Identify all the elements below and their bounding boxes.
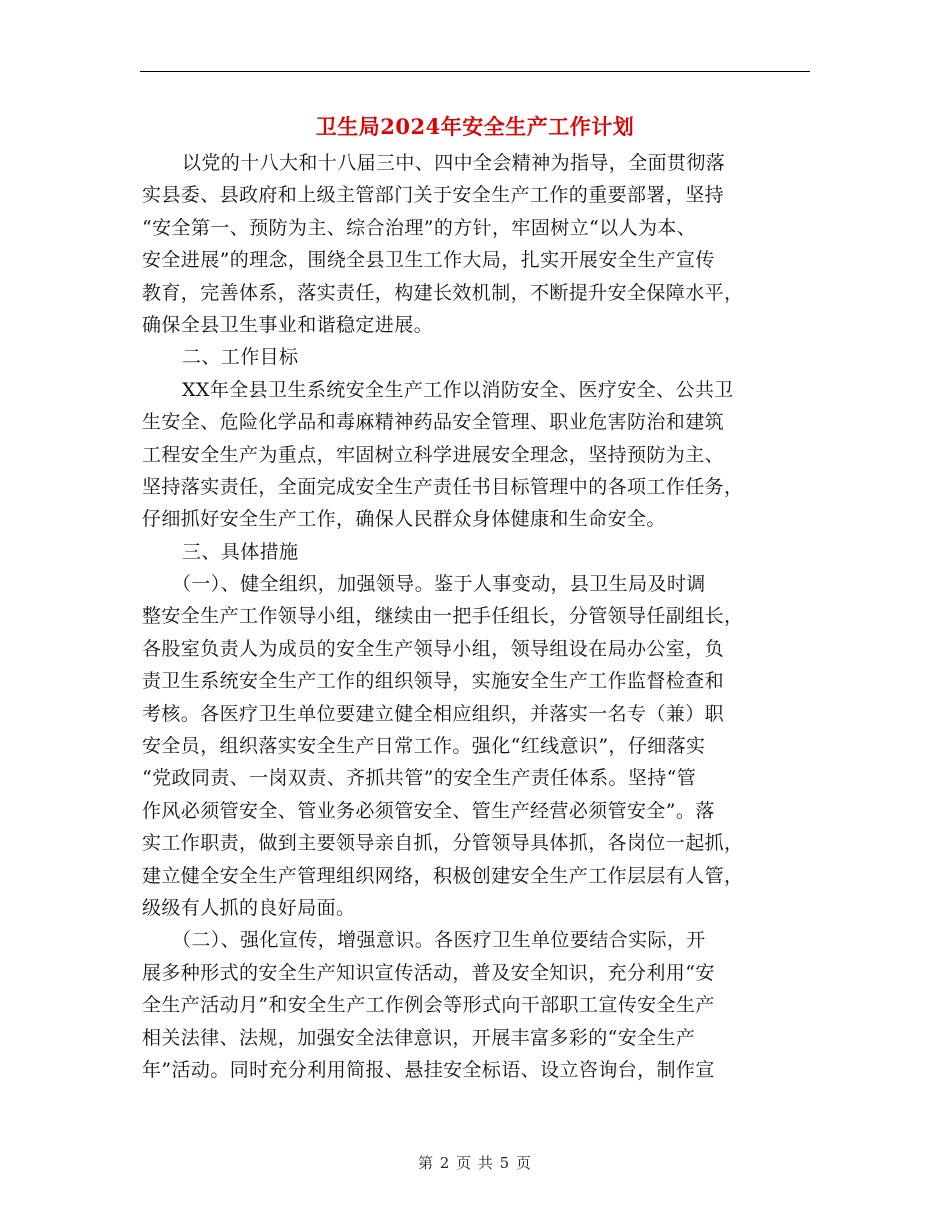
document-title: 卫生局2024年安全生产工作计划 [315, 114, 635, 139]
paragraph-line: 展多种形式的安全生产知识宣传活动，普及安全知识，充分利用“安 [142, 961, 715, 984]
paragraph-line: “安全第一、预防为主、综合治理”的方针，牢固树立“以人为本、 [142, 216, 697, 239]
paragraph-line: （一）、健全组织，加强领导。鉴于人事变动，县卫生局及时调 [172, 573, 706, 596]
paragraph-line: 实县委、县政府和上级主管部门关于安全生产工作的重要部署，坚持 [142, 184, 725, 207]
paragraph-line: 各股室负责人为成员的安全生产领导小组，领导组设在局办公室，负 [142, 637, 725, 660]
paragraph-line: 年”活动。同时充分利用简报、悬挂安全标语、设立咨询台，制作宣 [142, 1058, 715, 1081]
paragraph-line: 坚持落实责任，全面完成安全生产责任书目标管理中的各项工作任务， [142, 475, 744, 498]
section-heading: 二、工作目标 [182, 346, 299, 369]
paragraph-line: 建立健全安全生产管理组织网络，积极创建安全生产工作层层有人管， [142, 864, 744, 887]
paragraph-line: 作风必须管安全、管业务必须管安全、管生产经营必须管安全”。落 [142, 799, 715, 822]
paragraph-line: 责卫生系统安全生产工作的组织领导，实施安全生产工作监督检查和 [142, 670, 725, 693]
paragraph-line: 相关法律、法规，加强安全法律意识，开展丰富多彩的“安全生产 [142, 1026, 696, 1049]
page-number: 第 2 页 共 5 页 [418, 1154, 532, 1172]
paragraph-line: 安全员，组织落实安全生产日常工作。强化“红线意识”，仔细落实 [142, 735, 706, 758]
paragraph-line: “党政同责、一岗双责、齐抓共管”的安全生产责任体系。坚持“管 [142, 767, 697, 790]
paragraph-line: 生安全、危险化学品和毒麻精神药品安全管理、职业危害防治和建筑 [142, 411, 725, 434]
paragraph-line: 教育，完善体系，落实责任，构建长效机制，不断提升安全保障水平， [142, 281, 744, 304]
section-heading: 三、具体措施 [182, 540, 299, 563]
paragraph-line: XX年全县卫生系统安全生产工作以消防安全、医疗安全、公共卫 [182, 378, 734, 401]
paragraph-line: 仔细抓好安全生产工作，确保人民群众身体健康和生命安全。 [142, 508, 666, 531]
header-rule [140, 71, 810, 72]
paragraph-line: 工程安全生产为重点，牢固树立科学进展安全理念，坚持预防为主、 [142, 443, 725, 466]
paragraph-line: 实工作职责，做到主要领导亲自抓，分管领导具体抓，各岗位一起抓， [142, 832, 744, 855]
paragraph-line: 安全进展”的理念，围绕全县卫生工作大局，扎实开展安全生产宣传 [142, 249, 715, 272]
paragraph-line: （二）、强化宣传，增强意识。各医疗卫生单位要结合实际，开 [172, 929, 706, 952]
paragraph-line: 以党的十八大和十八届三中、四中全会精神为指导，全面贯彻落 [182, 152, 726, 174]
paragraph-line: 考核。各医疗卫生单位要建立健全相应组织，并落实一名专（兼）职 [142, 702, 725, 725]
paragraph-line: 全生产活动月”和安全生产工作例会等形式向干部职工宣传安全生产 [142, 994, 715, 1017]
paragraph-line: 整安全生产工作领导小组，继续由一把手任组长，分管领导任副组长， [142, 605, 744, 628]
document-body [142, 147, 810, 1086]
paragraph-line: 确保全县卫生事业和谐稳定进展。 [142, 313, 434, 336]
paragraph-line: 级级有人抓的良好局面。 [142, 896, 356, 919]
